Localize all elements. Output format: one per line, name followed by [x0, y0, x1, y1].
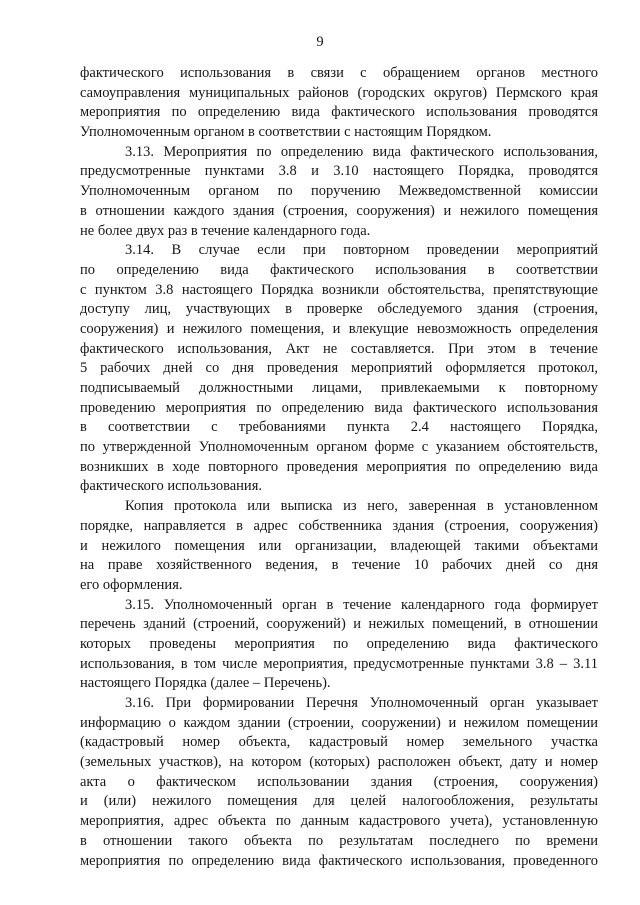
text-line: проведению мероприятия по определению вида фактического использования — [80, 399, 598, 416]
text-line: мероприятия по определению вида фактического использования, проведенного — [80, 852, 598, 869]
text-line: доступу лиц, участвующих в проверке обследуемого здания (строения, — [80, 301, 598, 318]
page-number: 9 — [316, 34, 324, 50]
text-line: порядке, направляется в адрес собственника здания (строения, сооружения) — [80, 517, 598, 534]
text-line: которых проведены мероприятия по определению вида фактического — [80, 635, 598, 652]
text-line: информацию о каждом здании (строении, сооружении) и нежилом помещении — [80, 714, 598, 731]
text-line: и нежилого помещения или организации, владеющей такими объектами — [80, 537, 598, 554]
text-line: 3.13. Мероприятия по определению вида фактического использования, — [125, 143, 598, 160]
text-line: 3.14. В случае если при повторном проведении мероприятий — [125, 242, 598, 259]
text-line: фактического использования. — [80, 478, 262, 495]
document-body — [80, 64, 598, 871]
text-line: с пунктом 3.8 настоящего Порядка возникли обстоятельства, препятствующие — [80, 281, 598, 298]
text-line: использования, в том числе мероприятия, предусмотренные пунктами 3.8 – 3.11 — [80, 655, 598, 672]
text-line: самоуправления муниципальных районов (городских округов) Пермского края — [80, 84, 598, 101]
text-line: сооружения) и нежилого помещения, и влекущие невозможность определения — [80, 320, 598, 337]
text-line: возникших в ходе повторного проведения мероприятия по определению вида — [80, 458, 598, 475]
paragraph — [80, 497, 598, 595]
text-line: по определению вида фактического использования в соответствии — [80, 261, 598, 278]
text-line: в соответствии с требованиями пункта 2.4 настоящего Порядка, — [80, 419, 598, 436]
text-line: по утвержденной Уполномоченным органом форме с указанием обстоятельств, — [80, 439, 598, 456]
text-line: (кадастровый номер объекта, кадастровый номер земельного участка — [80, 734, 598, 751]
text-line: Копия протокола или выписка из него, заверенная в установленном — [125, 498, 598, 515]
text-line: фактического использования в связи с обращением органов местного — [80, 65, 598, 81]
text-line: его оформления. — [80, 576, 183, 593]
text-line: 3.16. При формировании Перечня Уполномоченный орган указывает — [125, 695, 598, 711]
text-line: не более двух раз в течение календарного года. — [80, 222, 371, 239]
text-line: акта о фактическом использовании здания (строения, сооружения) — [80, 773, 598, 790]
paragraph — [80, 694, 598, 871]
paragraph — [80, 241, 598, 497]
text-line: Уполномоченным органом в соответствии с настоящим Порядком. — [80, 124, 492, 141]
text-line: фактического использования, Акт не составляется. При этом в течение — [80, 340, 598, 357]
text-line: 5 рабочих дней со дня проведения мероприятий оформляется протокол, — [80, 360, 598, 377]
text-line: мероприятия, адрес объекта по данным кадастрового учета), установленную — [80, 813, 598, 830]
text-line: мероприятия по определению вида фактического использования проводятся — [80, 104, 598, 121]
text-line: Уполномоченным органом по поручению Межведомственной комиссии — [80, 183, 598, 200]
text-line: (земельных участков), на котором (которых) расположен объект, дату и номер — [80, 754, 598, 771]
text-line: и (или) нежилого помещения для целей налогообложения, результаты — [80, 793, 598, 810]
paragraph — [80, 596, 598, 694]
text-line: в отношении каждого здания (строения, сооружения) и нежилого помещения — [80, 202, 598, 219]
paragraph — [80, 64, 598, 143]
text-line: настоящего Порядка (далее – Перечень). — [80, 675, 331, 692]
text-line: подписываемый должностными лицами, привлекаемыми к повторному — [80, 380, 598, 396]
text-line: в отношении такого объекта по результатам последнего по времени — [80, 832, 598, 849]
text-line: предусмотренные пунктами 3.8 и 3.10 настоящего Порядка, проводятся — [80, 163, 598, 180]
text-line: на праве хозяйственного ведения, в течение 10 рабочих дней со дня — [80, 557, 598, 574]
text-line: перечень зданий (строений, сооружений) и нежилых помещений, в отношении — [80, 616, 598, 633]
paragraph — [80, 143, 598, 241]
text-line: 3.15. Уполномоченный орган в течение календарного года формирует — [125, 596, 598, 613]
